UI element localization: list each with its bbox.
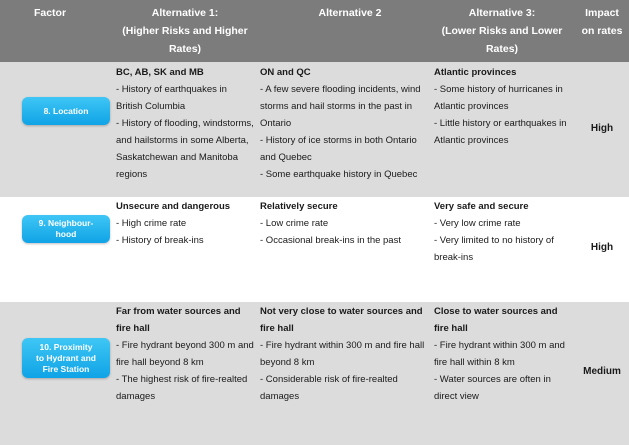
alt1-cell: BC, AB, SK and MB - History of earthquakes in British Columbia - History of flooding, windstorms, and hailstorms in some Alberta, Saskatchewan and Manitoba regions xyxy=(116,67,254,180)
impact-value: High xyxy=(590,242,614,253)
alt3-cell: Very safe and secure - Very low crime rate - Very limited to no history of break-ins xyxy=(434,201,554,263)
table-row xyxy=(0,197,629,302)
header-alternative-1: Alternative 1: (Higher Risks and Higher Rates) xyxy=(122,7,248,55)
table-row xyxy=(0,302,629,445)
factor-neighbourhood: 9. Neighbour- hood xyxy=(22,215,110,243)
alt1-cell: Far from water sources and fire hall - Fire hydrant beyond 300 m and fire hall beyond 8 km - The highest risk of fire-realted damages xyxy=(116,306,254,402)
alt2-cell: Not very close to water sources and fire hall - Fire hydrant within 300 m and fire hall beyond 8 km - Considerable risk of fire-realted damages xyxy=(260,306,425,402)
table-row xyxy=(0,62,629,197)
alt2-cell: ON and QC - A few severe flooding incidents, wind storms and hail storms in the past in Ontario - History of ice storms in both Ontario and Quebec - Some earthquake history in Quebec xyxy=(260,67,421,180)
header-impact: Impact on rates xyxy=(581,7,623,37)
header-alternative-2: Alternative 2 xyxy=(318,7,382,19)
alt3-cell: Atlantic provinces - Some history of hurricanes in Atlantic provinces - Little history or earthquakes in Atlantic provinces xyxy=(434,67,567,146)
header-alternative-3: Alternative 3: (Lower Risks and Lower Rates) xyxy=(441,7,563,55)
factor-proximity: 10. Proximity to Hydrant and Fire Station xyxy=(22,338,110,378)
header-factor: Factor xyxy=(33,7,67,19)
factor-location: 8. Location xyxy=(22,97,110,125)
alt1-cell: Unsecure and dangerous - High crime rate - History of break-ins xyxy=(116,201,231,246)
impact-value: High xyxy=(590,123,614,134)
alt3-cell: Close to water sources and fire hall - Fire hydrant within 300 m and fire hall within 8 km - Water sources are often in direct view xyxy=(434,306,565,402)
alt2-cell: Relatively secure - Low crime rate - Occasional break-ins in the past xyxy=(260,201,401,246)
impact-value: Medium xyxy=(583,366,621,377)
table-header xyxy=(0,0,629,62)
